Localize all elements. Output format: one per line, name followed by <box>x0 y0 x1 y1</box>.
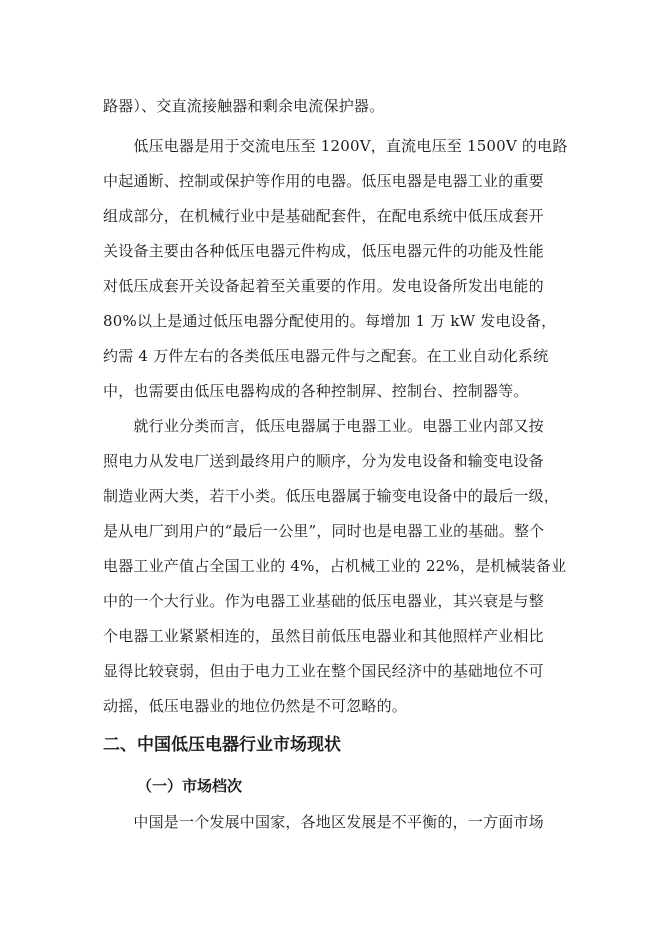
text-line: 路器）、交直流接触器和剩余电流保护器。 <box>103 97 385 115</box>
text-line: 中的一个大行业。作为电器工业基础的低压电器业，其兴衰是与整 <box>103 592 544 610</box>
text-line: 显得比较衰弱，但由于电力工业在整个国民经济中的基础地位不可 <box>103 662 544 680</box>
text-line: 关设备主要由各种低压电器元件构成，低压电器元件的功能及性能 <box>103 242 544 260</box>
text-line: 中国是一个发展中国家，各地区发展是不平衡的，一方面市场 <box>103 813 544 831</box>
text-line: 对低压成套开关设备起着至关重要的作用。发电设备所发出电能的 <box>103 277 544 295</box>
text-line: 动摇，低压电器业的地位仍然是不可忽略的。 <box>103 697 408 715</box>
text-line: 80%以上是通过低压电器分配使用的。每增加 1 万 kW 发电设备， <box>103 312 557 330</box>
section-heading: 二、中国低压电器行业市场现状 <box>103 735 341 755</box>
text-line: 中起通断、控制或保护等作用的电器。低压电器是电器工业的重要 <box>103 172 544 190</box>
text-line: 制造业两大类，若干小类。低压电器属于输变电设备中的最后一级， <box>103 487 560 505</box>
text-line: 中，也需要由低压电器构成的各种控制屏、控制台、控制器等。 <box>103 382 529 400</box>
text-line: 就行业分类而言，低压电器属于电器工业。电器工业内部又按 <box>103 417 544 435</box>
text-line: 照电力从发电厂送到最终用户的顺序，分为发电设备和输变电设备 <box>103 452 544 470</box>
subsection-heading: （一）市场档次 <box>137 777 243 795</box>
text-line: 电器工业产值占全国工业的 4%，占机械工业的 22%，是机械装备业 <box>103 557 567 575</box>
text-line: 低压电器是用于交流电压至 1200V，直流电压至 1500V 的电路 <box>103 137 568 155</box>
text-line: 是从电厂到用户的“最后一公里”，同时也是电器工业的基础。整个 <box>103 522 545 540</box>
text-line: 约需 4 万件左右的各类低压电器元件与之配套。在工业自动化系统 <box>103 347 549 365</box>
text-line: 个电器工业紧紧相连的，虽然目前低压电器业和其他照样产业相比 <box>103 627 544 645</box>
text-line: 组成部分，在机械行业中是基础配套件，在配电系统中低压成套开 <box>103 207 544 225</box>
